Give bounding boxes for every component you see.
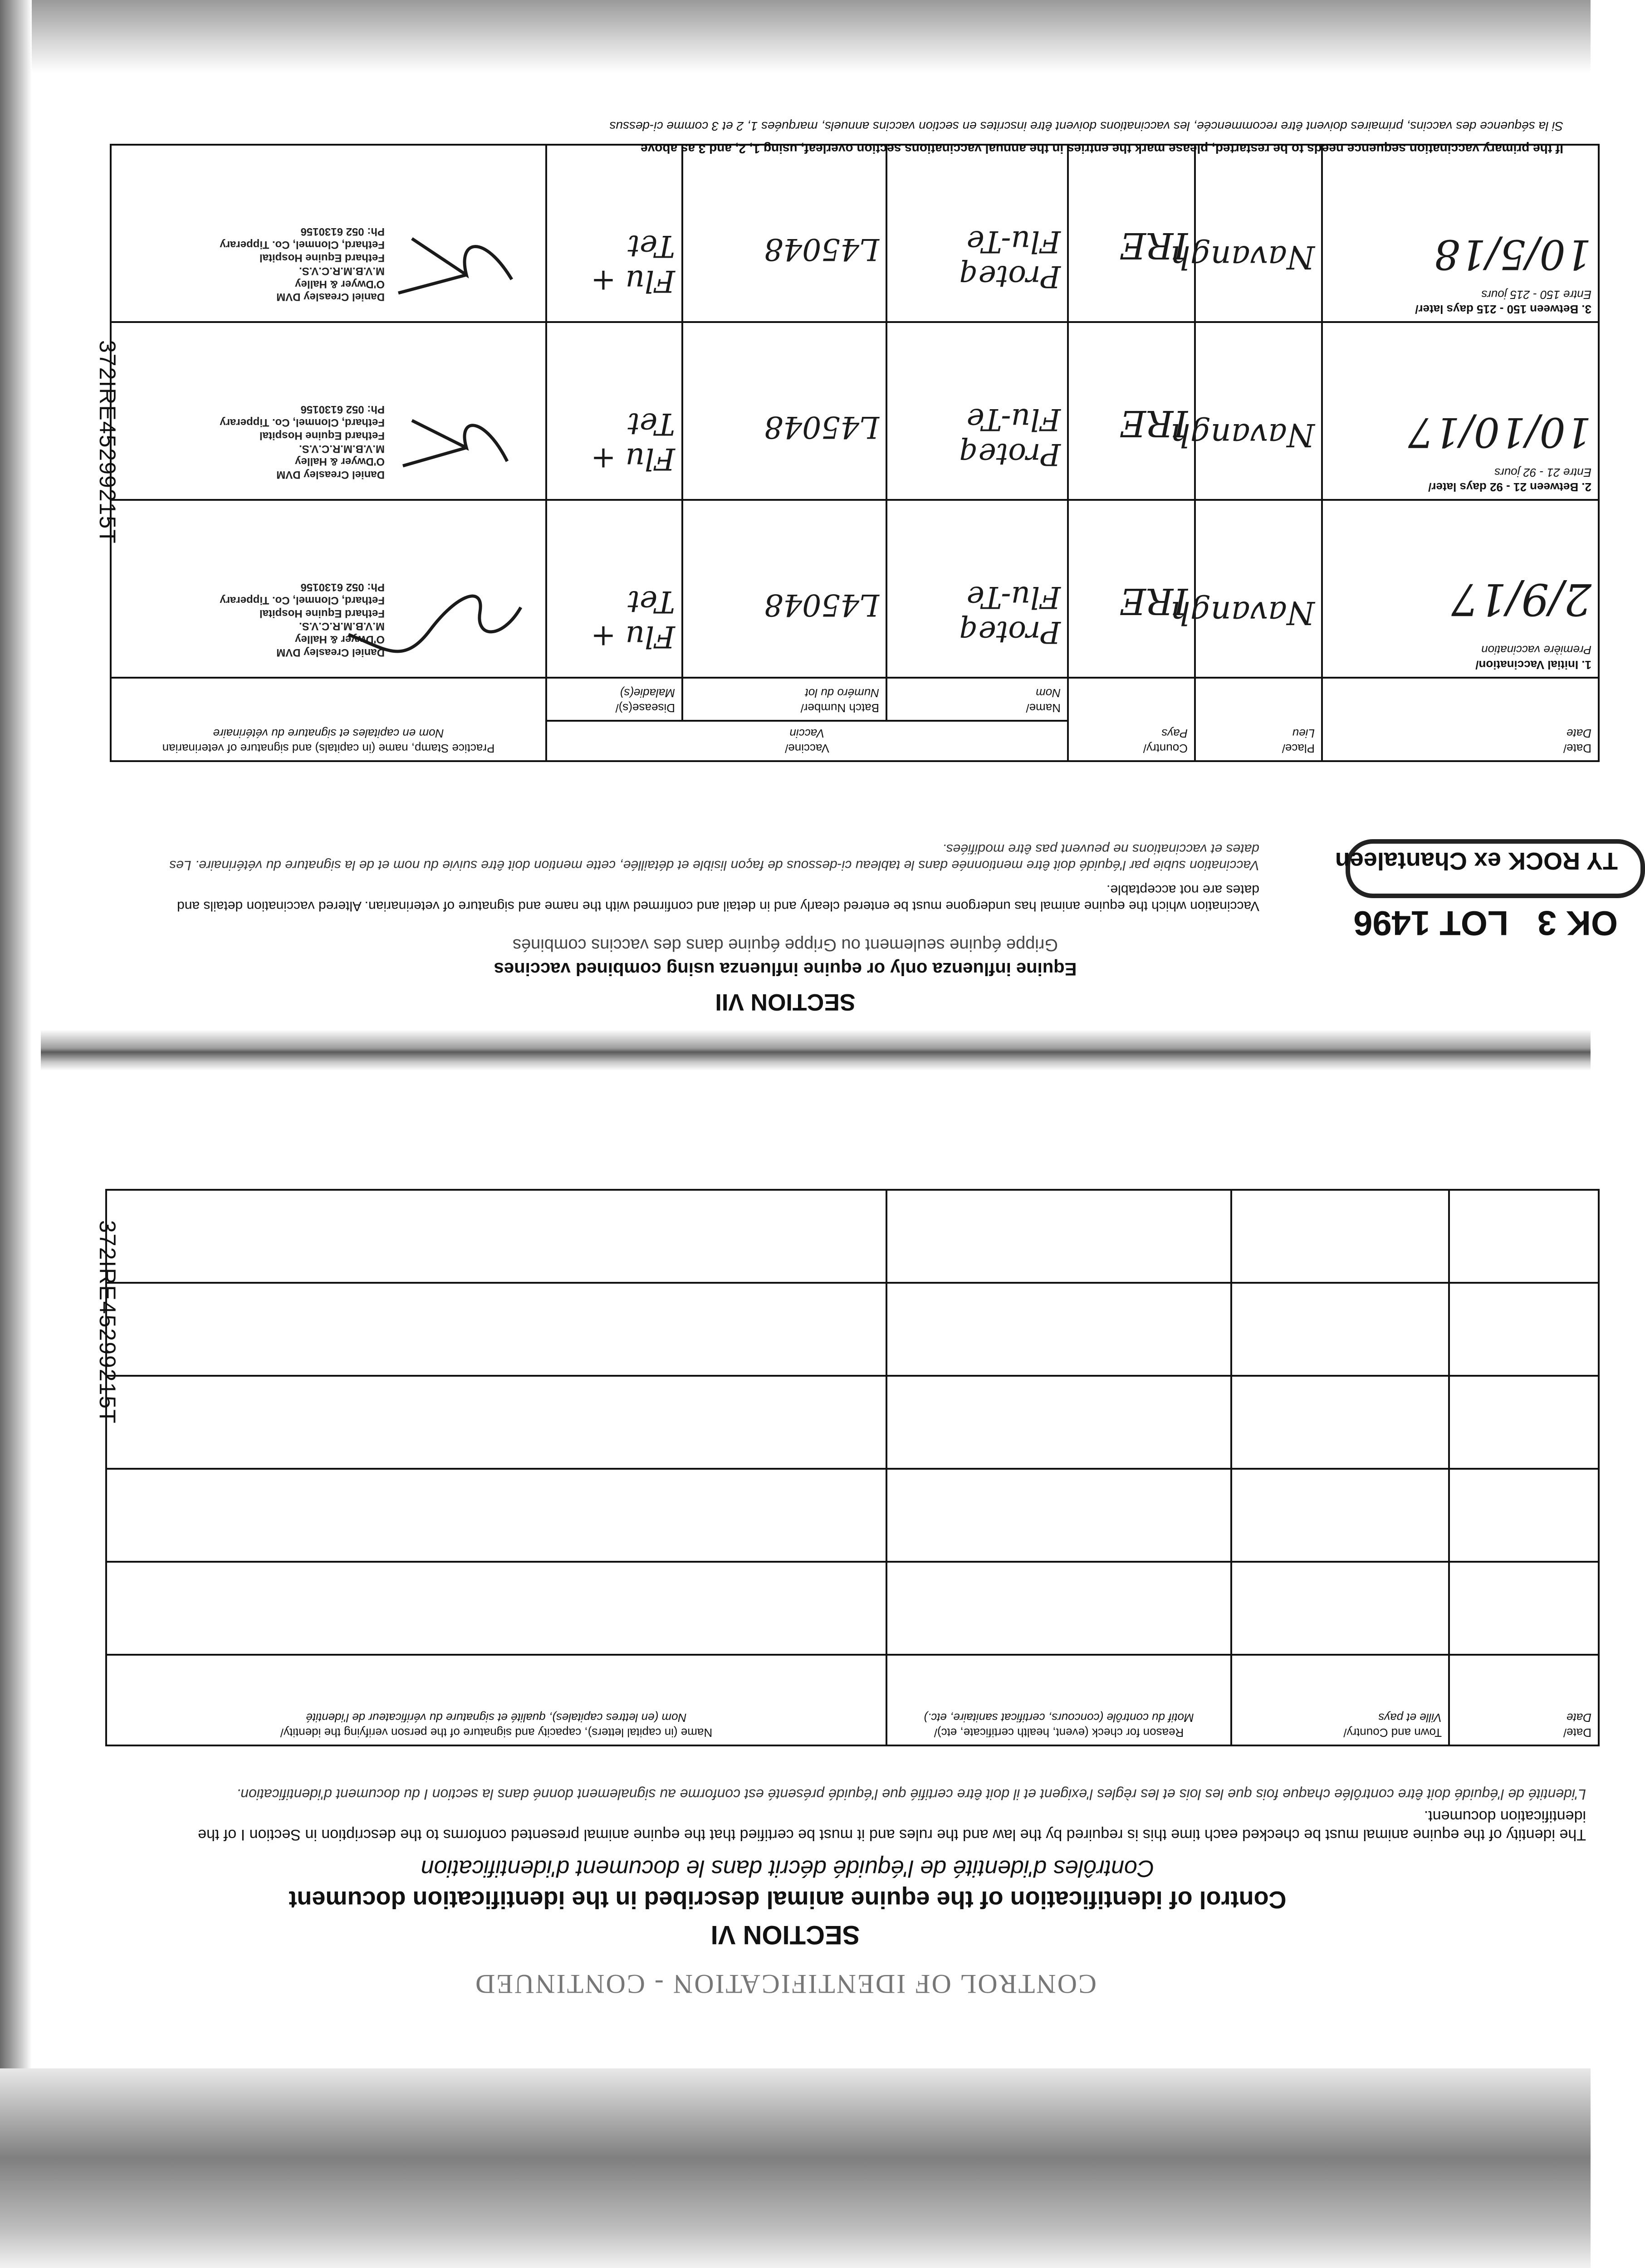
table-row	[106, 1376, 1599, 1469]
vet-signature	[380, 230, 525, 302]
disease: Flu + Tet	[591, 584, 675, 654]
col-vaccine: Vaccine/ Vaccin	[546, 721, 1068, 761]
vet-stamp: Daniel Creasley DVM O'Dwyer & Halley M.V.B.M.R.C.V.S. Fethard Equine Hospital Fethard, Clonmel, Co. Tipperary Ph: 052 6130156	[220, 581, 385, 659]
restart-footnote-fr: Si la séquence des vaccins, primaires doivent être recommencée, les vaccinations doivent être inscrites en section vaccins annuels, marquées 1, 2 et 3 comme ci-dessus	[609, 119, 1563, 133]
table-row	[106, 1562, 1599, 1655]
horse-name: TY ROCK ex Chantaleen	[1335, 847, 1618, 875]
row-country-cell	[1068, 145, 1195, 323]
row-batch-cell	[682, 500, 886, 678]
disease: Flu + Tet	[591, 229, 675, 299]
vaccine-name: Proteq Flu-Te	[959, 580, 1061, 650]
row-vaccine-cell	[886, 500, 1068, 678]
vet-stamp: Daniel Creasley DVM O'Dwyer & Halley M.V.B.M.R.C.V.S. Fethard Equine Hospital Fethard, Clonmel, Co. Tipperary Ph: 052 6130156	[220, 403, 385, 481]
vaccination-intro: Vaccination which the equine animal has undergone must be entered clearly and in detail and confirmed with the name and signature of veterinarian. Altered vaccination details and dates are not acceptable.	[177, 882, 1259, 914]
col-batch-number: Batch Number/ Numéro du lot	[682, 678, 886, 721]
document-id-side-lower: 372IRE45299215T	[95, 1220, 120, 1424]
vaccination-row-second	[111, 322, 1599, 500]
col-verifier: Name (in capital letters), capacity and signature of the person verifying the identity/ Nom (en lettres capitales), qualité et signature du vérificateur de l'identité	[106, 1655, 886, 1745]
row-label-fr: Entre 150 - 215 jours	[1481, 288, 1591, 302]
row-batch-cell	[682, 322, 886, 500]
vaccination-table	[110, 144, 1600, 762]
vaccination-header-row	[111, 721, 1599, 761]
vaccination-date: 10/5/18	[1434, 230, 1591, 279]
vaccination-date: 2/9/17	[1451, 574, 1591, 625]
row-label: 2. Between 21 - 92 days later/	[1428, 480, 1591, 494]
vaccination-country: IRE	[1119, 580, 1188, 622]
vaccination-country: IRE	[1119, 402, 1188, 445]
identification-intro-fr: L'identité de l'équidé doit être contrôlée chaque fois que les lois et les règles l'exigent et il doit être certifié que l'équidé présenté est conforme au signalement donné dans la section I du document d'identification.	[236, 1786, 1586, 1803]
row-date-cell	[1322, 145, 1599, 323]
row-place-cell	[1170, 322, 1322, 500]
vaccination-place: Navangh	[1170, 416, 1315, 454]
lot-label: OK 3 LOT 1496	[1353, 904, 1618, 942]
row-country-cell	[1068, 500, 1195, 678]
vaccine-name: Proteq Flu-Te	[959, 224, 1061, 294]
table-row	[106, 1469, 1599, 1562]
col-diseases: Disease(s)/ Maladie(s)	[546, 678, 682, 721]
identification-header-row	[106, 1655, 1599, 1745]
vet-stamp: Daniel Creasley DVM O'Dwyer & Halley M.V.B.M.R.C.V.S. Fethard Equine Hospital Fethard, Clonmel, Co. Tipperary Ph: 052 6130156	[220, 225, 385, 303]
vaccination-row-third	[111, 145, 1599, 323]
table-row	[106, 1190, 1599, 1283]
vaccination-row-initial	[111, 500, 1599, 678]
identification-heading: Control of identification of the equine animal described in the identification document	[289, 1886, 1287, 1913]
vaccination-country: IRE	[1119, 225, 1188, 267]
row-date-cell	[1322, 500, 1599, 678]
disease: Flu + Tet	[591, 406, 675, 477]
vaccination-heading-fr: Grippe équine seulement ou Grippe équine dans des vaccins combinés	[513, 935, 1058, 954]
vet-signature	[339, 585, 530, 657]
row-country-cell	[1068, 322, 1195, 500]
vaccination-intro-fr: Vaccination subie par l'équidé doit être mentionnée dans le tableau ci-dessous de façon lisible et détaillée, cette mention doit être suivie du nom et de la signature du vétérinaire. Les dates et vaccinations ne peuvent pas être modifiées.	[169, 841, 1259, 873]
row-vet-cell	[111, 322, 546, 500]
col-veterinarian: Practice Stamp, name (in capitals) and signature of veterinarian Nom en capitales et signature du vétérinaire	[111, 678, 546, 761]
row-vaccine-cell	[886, 145, 1068, 323]
identification-intro: The identity of the equine animal must be checked each time this is required by the law and the rules and it must be certified that the equine animal presented conforms to the description in Section I of the identification document.	[198, 1808, 1586, 1843]
row-vet-cell	[111, 500, 546, 678]
row-label-fr: Entre 21 - 92 jours	[1494, 465, 1591, 479]
restart-footnote: If the primary vaccination sequence needs to be restarted, please mark the entries in the annual vaccinations section overleaf, using 1, 2, and 3 as above	[641, 142, 1563, 156]
col-reason: Reason for check (event, health certificate, etc)/ Motif du contrôle (concours, certificat sanitaire, etc.)	[886, 1655, 1231, 1745]
row-disease-cell	[546, 322, 682, 500]
batch-number: L45048	[764, 587, 879, 622]
document-id-side-upper: 372IRE45299215T	[95, 340, 120, 544]
col-vacc-date: Date/ Date	[1322, 678, 1599, 761]
col-country: Country/ Pays	[1068, 678, 1195, 761]
table-row	[106, 1283, 1599, 1376]
vet-signature	[385, 407, 521, 479]
vaccination-date: 10/10/17	[1408, 408, 1591, 456]
running-header: CONTROL OF IDENTIFICATION - CONTINUED	[474, 1969, 1097, 1999]
col-vaccine-name: Name/ Nom	[886, 678, 1068, 721]
row-disease-cell	[546, 145, 682, 323]
row-vet-cell	[111, 145, 546, 323]
row-disease-cell	[546, 500, 682, 678]
section-vii-title: SECTION VII	[715, 989, 856, 1015]
col-place: Place/ Lieu	[1195, 678, 1322, 761]
row-label: 1. Initial Vaccination/	[1475, 658, 1591, 672]
row-batch-cell	[682, 145, 886, 323]
batch-number: L45048	[764, 232, 879, 267]
vaccination-heading: Equine influenza only or equine influenza using combined vaccines	[494, 959, 1077, 979]
vaccine-name: Proteq Flu-Te	[959, 402, 1061, 472]
row-date-cell	[1322, 322, 1599, 500]
row-vaccine-cell	[886, 322, 1068, 500]
col-town-country: Town and Country/ Ville et pays	[1231, 1655, 1449, 1745]
identification-heading-fr: Contrôles d'identité de l'équidé décrit dans le document d'identification	[421, 1855, 1155, 1882]
identification-table	[105, 1189, 1600, 1746]
row-place-cell	[1170, 500, 1322, 678]
batch-number: L45048	[764, 410, 879, 445]
row-place-cell	[1170, 145, 1322, 323]
row-label: 3. Between 150 - 215 days later/	[1415, 303, 1591, 317]
vaccination-place: Navangh	[1170, 239, 1315, 276]
row-label-fr: Première vaccination	[1481, 643, 1591, 657]
vaccination-place: Navangh	[1170, 594, 1315, 631]
col-date: Date/ Date	[1449, 1655, 1599, 1745]
section-vi-title: SECTION VI	[710, 1920, 860, 1950]
